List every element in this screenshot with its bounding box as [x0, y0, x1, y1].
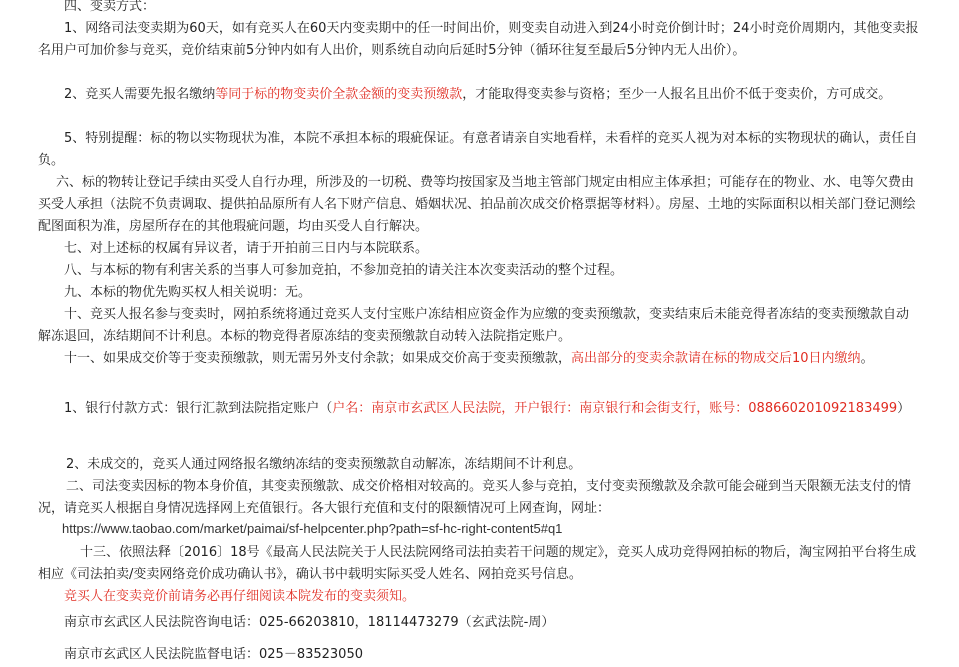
bank-payment-text-b: ）: [897, 401, 911, 416]
section-11-balance-highlight: 高出部分的变卖余款请在标的物成交后10日内缴纳: [571, 351, 861, 366]
section-11-text-b: 。: [860, 351, 874, 366]
section-13-confirmation: [38, 542, 920, 586]
help-center-url-line: [62, 518, 944, 541]
supervise-phone-text: 南京市玄武区人民法院监督电话：025－83523050: [64, 647, 363, 662]
section-7-text: 七、对上述标的权属有异议者，请于开拍前三日内与本院联系。: [64, 241, 429, 256]
clause-5-reminder: [38, 128, 920, 172]
section-8-text: 八、与本标的物有利害关系的当事人可参加竞拍，不参加竞拍的请关注本次变卖活动的整个过程。: [64, 263, 624, 278]
section-9-text: 九、本标的物优先购买权人相关说明：无。: [64, 285, 312, 300]
clause-2-deposit: [38, 84, 920, 106]
section-6-transfer: [38, 172, 920, 238]
section-7-objection: [38, 238, 920, 260]
bidding-notice-text: 竞买人在变卖竞价前请务必再仔细阅读本院发布的变卖须知。: [64, 589, 416, 604]
bank-account-details: 户名：南京市玄武区人民法院，开户银行：南京银行和会街支行，账号：088660201092183499: [332, 401, 898, 416]
bank-payment-method: [38, 398, 920, 420]
section-4-title-text: 四、变卖方式：: [64, 0, 156, 14]
section-6-text: 六、标的物转让登记手续由买受人自行办理，所涉及的一切税、费等均按国家及当地主管部门规定由相应主体承担；可能存在的物业、水、电等欠费由买受人承担（法院不负责调取、提供拍品原所有人名下财产信息、婚姻状况、拍品前次成交价格票据等材料）。房屋、土地的实际面积以相关部门登记测绘配图面积为准，房屋所存在的其他瑕疵问题，均由买受人自行解决。: [38, 175, 916, 234]
section-13-text: 十三、依照法释〔2016〕18号《最高人民法院关于人民法院网络司法拍卖若干问题的规定》，竞买人成功竞得网拍标的物后，淘宝网拍平台将生成相应《司法拍卖/变卖网络竞价成功确认书》，确认书中载明实际买受人姓名、网拍竞买号信息。: [38, 545, 917, 582]
section-11-balance: [38, 348, 920, 370]
clause-2-text-b: ，才能取得变卖参与资格；至少一人报名且出价不低于变卖价，方可成交。: [462, 87, 892, 102]
section-10-text: 十、竞买人报名参与变卖时，网拍系统将通过竞买人支付宝账户冻结相应资金作为应缴的变卖预缴款，变卖结束后未能竞得者冻结的变卖预缴款自动解冻退回，冻结期间不计利息。本标的物竞得者原冻结的变卖预缴款自动转入法院指定账户。: [38, 307, 910, 344]
clause-1-text: 1、网络司法变卖期为60天，如有竞买人在60天内变卖期中的任一时间出价，则变卖自动进入到24小时竞价倒计时；24小时竞价周期内，其他变卖报名用户可加价参与竞买，竞价结束前5分钟内如有人出价，则系统自动向后延时5分钟（循环往复至最后5分钟内无人出价）。: [38, 21, 919, 58]
help-center-url[interactable]: https://www.taobao.com/market/paimai/sf-helpcenter.php?path=sf-hc-right-content5#q1: [62, 521, 563, 536]
unsold-refund-text: 2、未成交的，竞买人通过网络报名缴纳冻结的变卖预缴款自动解冻，冻结期间不计利息。: [66, 457, 582, 472]
section-8-interested-parties: [38, 260, 920, 282]
clause-1-bidding-period: [38, 18, 920, 62]
section-11-text-a: 十一、如果成交价等于变卖预缴款，则无需另外支付余款；如果成交价高于变卖预缴款，: [64, 351, 572, 366]
consult-phone-text: 南京市玄武区人民法院咨询电话：025-66203810，18114473279（玄武法院-周）: [64, 615, 555, 630]
bidding-notice-warning: [64, 586, 920, 608]
section-10-freeze: [38, 304, 920, 348]
payment-limit-clause: [38, 476, 920, 520]
clause-5-text: 5、特别提醒：标的物以实物现状为准，本院不承担本标的瑕疵保证。有意者请亲自实地看样，未看样的竞买人视为对本标的实物现状的确认，责任自负。: [38, 131, 918, 168]
unsold-refund-clause: [38, 454, 920, 476]
section-4-title: [64, 0, 946, 18]
section-9-preemption: [38, 282, 920, 304]
payment-limit-text: 二、司法变卖因标的物本身价值，其变卖预缴款、成交价格相对较高的。竞买人参与竞拍，支付变卖预缴款及余款可能会碰到当天限额无法支付的情况，请竞买人根据自身情况选择网上充值银行。各大银行充值和支付的限额情况可上网查询，网址：: [38, 479, 912, 516]
clause-2-text-a: 2、竞买人需要先报名缴纳: [64, 87, 216, 102]
supervise-phone-line: [64, 644, 920, 666]
consult-phone-line: [64, 612, 920, 634]
clause-2-deposit-highlight: 等同于标的物变卖价全款金额的变卖预缴款: [215, 87, 463, 102]
bank-payment-text-a: 1、银行付款方式：银行汇款到法院指定账户（: [64, 401, 333, 416]
